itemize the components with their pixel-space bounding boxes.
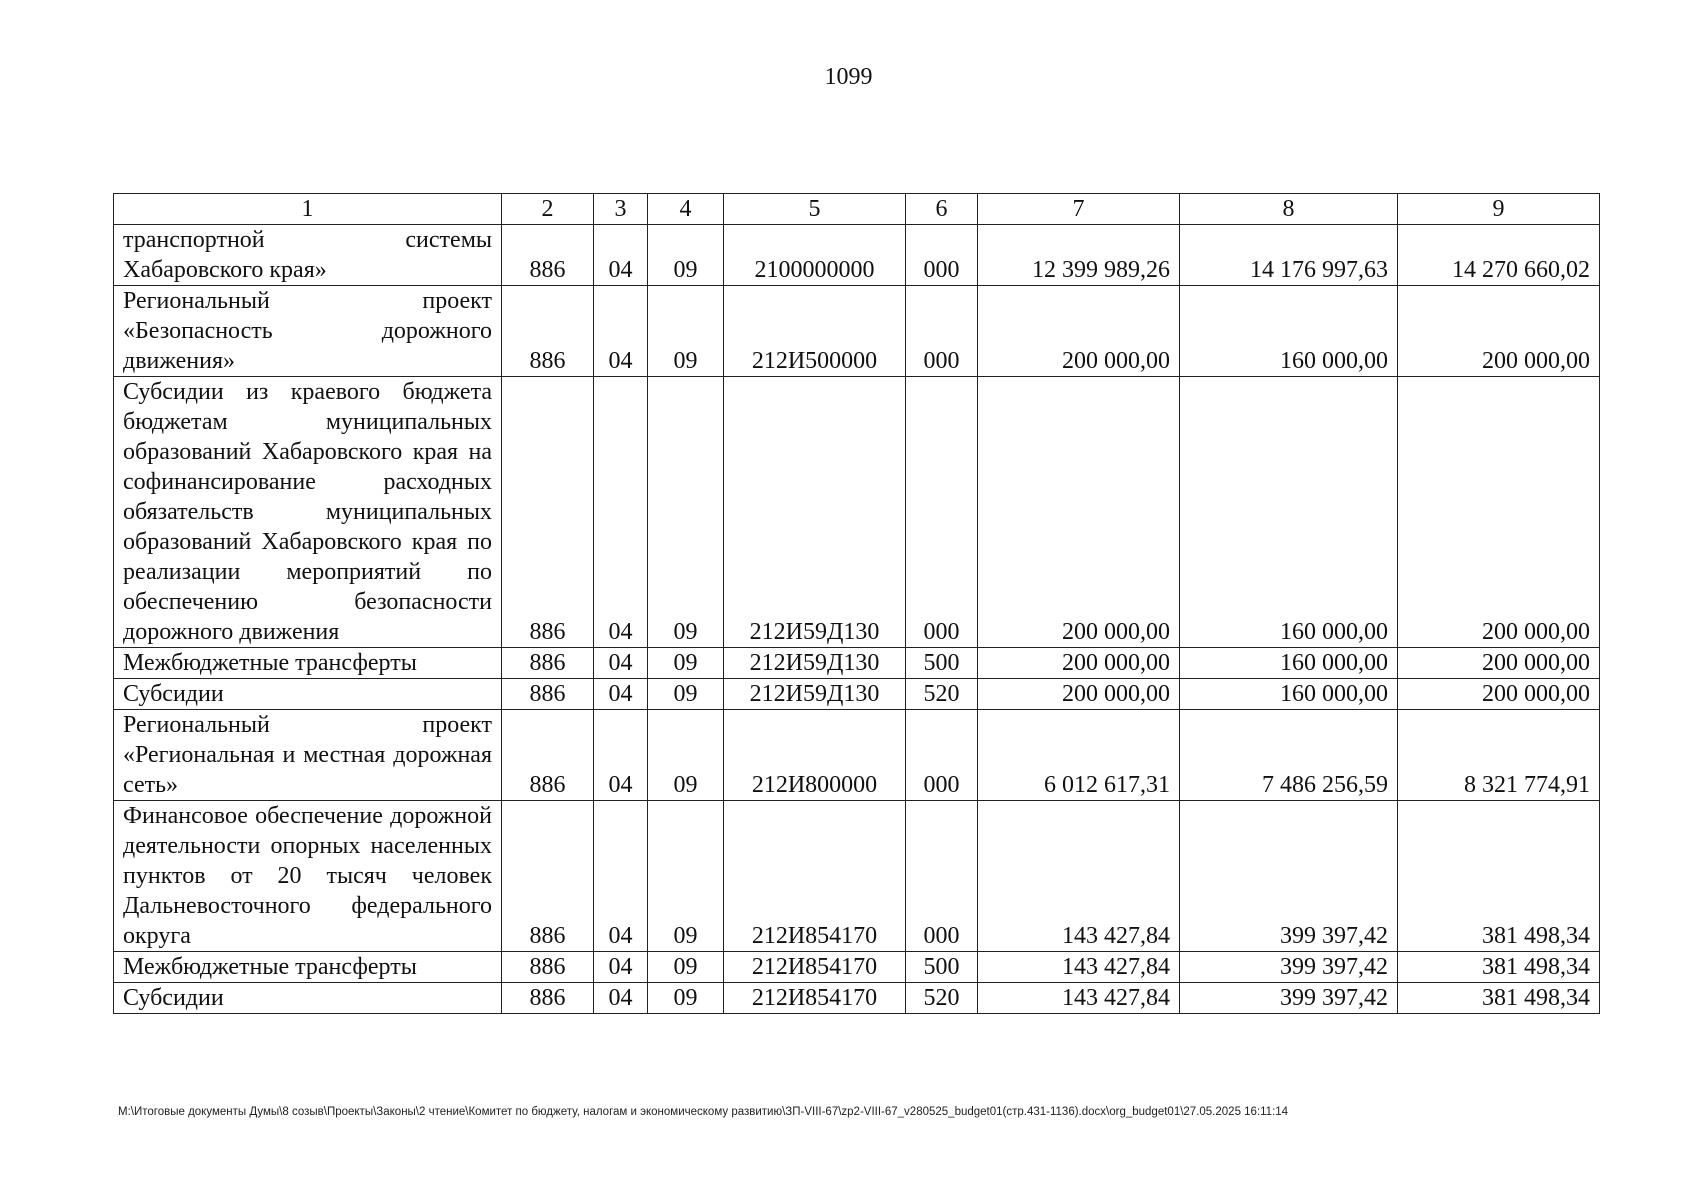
column-header-8: 8 (1180, 194, 1398, 225)
table-row (114, 679, 1600, 710)
cell-col-2: 886 (502, 648, 594, 679)
column-header-3: 3 (594, 194, 648, 225)
cell-col-6: 000 (906, 377, 978, 648)
cell-col-9: 381 498,34 (1398, 983, 1600, 1014)
cell-col-6: 000 (906, 225, 978, 286)
cell-col-5: 212И59Д130 (724, 648, 906, 679)
cell-col-4: 09 (648, 679, 724, 710)
cell-col-7: 143 427,84 (978, 983, 1180, 1014)
cell-col-3: 04 (594, 286, 648, 377)
cell-col-3: 04 (594, 648, 648, 679)
cell-col-6: 500 (906, 648, 978, 679)
cell-col-8: 7 486 256,59 (1180, 710, 1398, 801)
cell-col-2: 886 (502, 679, 594, 710)
cell-col-3: 04 (594, 983, 648, 1014)
table-row (114, 983, 1600, 1014)
cell-col-4: 09 (648, 952, 724, 983)
row-name: Региональный проект «Региональная и местная дорожная сеть» (114, 710, 502, 801)
cell-col-5: 212И854170 (724, 983, 906, 1014)
row-name: транспортной системы Хабаровского края» (114, 225, 502, 286)
cell-col-4: 09 (648, 286, 724, 377)
cell-col-4: 09 (648, 377, 724, 648)
cell-col-2: 886 (502, 710, 594, 801)
cell-col-2: 886 (502, 286, 594, 377)
column-header-7: 7 (978, 194, 1180, 225)
cell-col-3: 04 (594, 225, 648, 286)
cell-col-7: 200 000,00 (978, 286, 1180, 377)
table-row (114, 648, 1600, 679)
cell-col-5: 212И500000 (724, 286, 906, 377)
cell-col-8: 399 397,42 (1180, 801, 1398, 952)
cell-col-3: 04 (594, 679, 648, 710)
cell-col-3: 04 (594, 952, 648, 983)
cell-col-5: 2100000000 (724, 225, 906, 286)
row-name: Межбюджетные трансферты (114, 952, 502, 983)
cell-col-9: 381 498,34 (1398, 952, 1600, 983)
row-name: Субсидии из краевого бюджета бюджетам муниципальных образований Хабаровского края на софинансирование расходных обязательств муниципальных образований Хабаровского края по реализации мероприятий по обеспечению безопасности дорожного движения (114, 377, 502, 648)
page-number: 1099 (824, 64, 873, 90)
cell-col-8: 399 397,42 (1180, 952, 1398, 983)
cell-col-7: 6 012 617,31 (978, 710, 1180, 801)
column-header-6: 6 (906, 194, 978, 225)
cell-col-5: 212И854170 (724, 801, 906, 952)
cell-col-2: 886 (502, 983, 594, 1014)
cell-col-9: 14 270 660,02 (1398, 225, 1600, 286)
row-name: Финансовое обеспечение дорожной деятельности опорных населенных пунктов от 20 тысяч человек Дальневосточного федерального округа (114, 801, 502, 952)
row-name: Субсидии (114, 983, 502, 1014)
column-header-1: 1 (114, 194, 502, 225)
cell-col-8: 160 000,00 (1180, 679, 1398, 710)
cell-col-5: 212И854170 (724, 952, 906, 983)
cell-col-4: 09 (648, 225, 724, 286)
cell-col-7: 200 000,00 (978, 648, 1180, 679)
cell-col-7: 143 427,84 (978, 801, 1180, 952)
cell-col-4: 09 (648, 983, 724, 1014)
cell-col-9: 200 000,00 (1398, 377, 1600, 648)
cell-col-6: 000 (906, 801, 978, 952)
budget-table (113, 193, 1600, 1014)
cell-col-5: 212И59Д130 (724, 679, 906, 710)
cell-col-9: 200 000,00 (1398, 679, 1600, 710)
cell-col-8: 160 000,00 (1180, 377, 1398, 648)
cell-col-4: 09 (648, 648, 724, 679)
cell-col-8: 160 000,00 (1180, 286, 1398, 377)
cell-col-4: 09 (648, 710, 724, 801)
cell-col-9: 381 498,34 (1398, 801, 1600, 952)
row-name: Региональный проект «Безопасность дорожного движения» (114, 286, 502, 377)
cell-col-3: 04 (594, 710, 648, 801)
column-header-9: 9 (1398, 194, 1600, 225)
table-row (114, 377, 1600, 648)
column-header-4: 4 (648, 194, 724, 225)
cell-col-5: 212И59Д130 (724, 377, 906, 648)
cell-col-9: 200 000,00 (1398, 286, 1600, 377)
cell-col-8: 399 397,42 (1180, 983, 1398, 1014)
cell-col-6: 500 (906, 952, 978, 983)
cell-col-6: 520 (906, 983, 978, 1014)
column-header-5: 5 (724, 194, 906, 225)
cell-col-2: 886 (502, 377, 594, 648)
table-row (114, 952, 1600, 983)
column-header-2: 2 (502, 194, 594, 225)
table-row (114, 801, 1600, 952)
cell-col-8: 14 176 997,63 (1180, 225, 1398, 286)
cell-col-9: 200 000,00 (1398, 648, 1600, 679)
cell-col-3: 04 (594, 377, 648, 648)
table-row (114, 710, 1600, 801)
cell-col-5: 212И800000 (724, 710, 906, 801)
cell-col-6: 000 (906, 710, 978, 801)
cell-col-9: 8 321 774,91 (1398, 710, 1600, 801)
cell-col-8: 160 000,00 (1180, 648, 1398, 679)
file-path-footer: M:\Итоговые документы Думы\8 созыв\Проекты\Законы\2 чтение\Комитет по бюджету, налогам и экономическому развитию\ЗП-VIII-67\zp2-VIII-67_v280525_budget01(стр.431-1136).docx\org_budget01\27.05.2025 16:11:14 (118, 1106, 1289, 1118)
cell-col-4: 09 (648, 801, 724, 952)
table-row (114, 225, 1600, 286)
cell-col-2: 886 (502, 952, 594, 983)
cell-col-7: 143 427,84 (978, 952, 1180, 983)
row-name: Субсидии (114, 679, 502, 710)
cell-col-7: 200 000,00 (978, 679, 1180, 710)
cell-col-2: 886 (502, 225, 594, 286)
cell-col-6: 520 (906, 679, 978, 710)
row-name: Межбюджетные трансферты (114, 648, 502, 679)
cell-col-6: 000 (906, 286, 978, 377)
table-header-row (114, 194, 1600, 225)
cell-col-7: 200 000,00 (978, 377, 1180, 648)
cell-col-7: 12 399 989,26 (978, 225, 1180, 286)
table-row (114, 286, 1600, 377)
cell-col-2: 886 (502, 801, 594, 952)
cell-col-3: 04 (594, 801, 648, 952)
